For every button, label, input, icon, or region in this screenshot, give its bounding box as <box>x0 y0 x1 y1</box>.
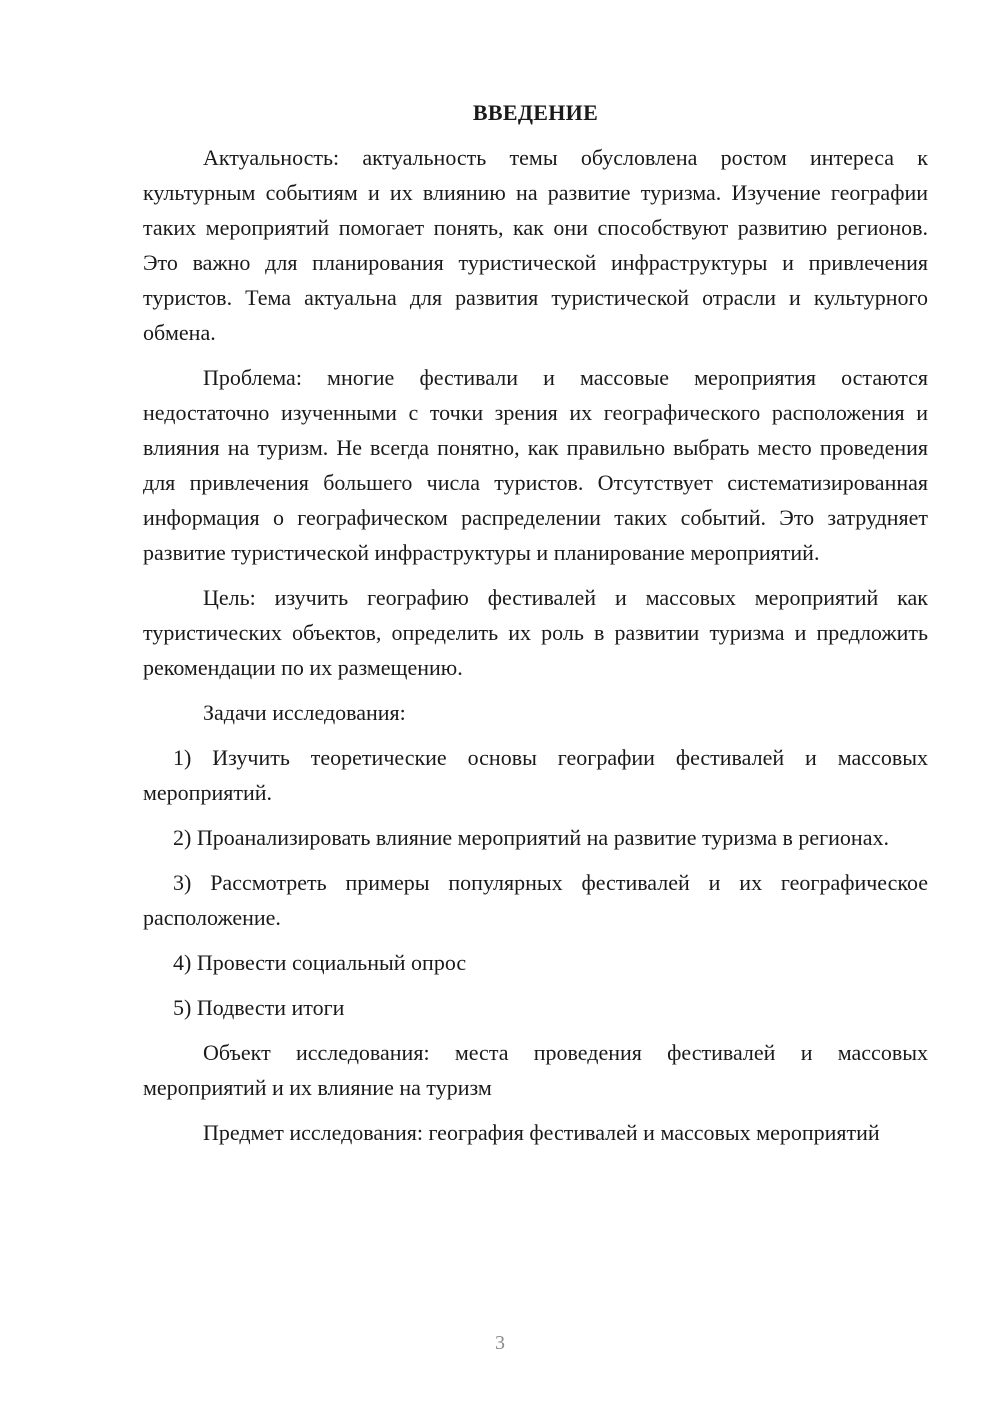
section-title: ВВЕДЕНИЕ <box>472 100 599 125</box>
relevance-paragraph: Актуальность: актуальность темы обусловлена ростом интереса к культурным событиям и их влиянию на развитие туризма. Изучение географии таких мероприятий помогает понять, как они способствуют развитию регионов. Это важно для планирования туристической инфраструктуры и привлечения туристов. Тема актуальна для развития туристической отрасли и культурного обмена. <box>143 145 928 345</box>
task-item-2: 2) Проанализировать влияние мероприятий на развитие туризма в регионах. <box>173 825 889 850</box>
goal-paragraph: Цель: изучить географию фестивалей и массовых мероприятий как туристических объектов, определить их роль в развитии туризма и предложить рекомендации по их размещению. <box>143 585 928 680</box>
document-body <box>143 95 928 1160</box>
task-item-1: 1) Изучить теоретические основы географии фестивалей и массовых мероприятий. <box>143 745 928 805</box>
research-subject-paragraph: Предмет исследования: география фестивалей и массовых мероприятий <box>203 1120 880 1145</box>
task-item-4: 4) Провести социальный опрос <box>173 950 467 975</box>
task-item-3: 3) Рассмотреть примеры популярных фестивалей и их географическое расположение. <box>143 870 928 930</box>
tasks-heading: Задачи исследования: <box>203 700 406 725</box>
problem-paragraph: Проблема: многие фестивали и массовые мероприятия остаются недостаточно изученными с точки зрения их географического расположения и влияния на туризм. Не всегда понятно, как правильно выбрать место проведения для привлечения большего числа туристов. Отсутствует систематизированная информация о географическом распределении таких событий. Это затрудняет развитие туристической инфраструктуры и планирование мероприятий. <box>143 365 928 565</box>
task-item-5: 5) Подвести итоги <box>173 995 345 1020</box>
research-object-paragraph: Объект исследования: места проведения фестивалей и массовых мероприятий и их влияние на туризм <box>143 1040 928 1100</box>
page-number: 3 <box>495 1332 505 1354</box>
